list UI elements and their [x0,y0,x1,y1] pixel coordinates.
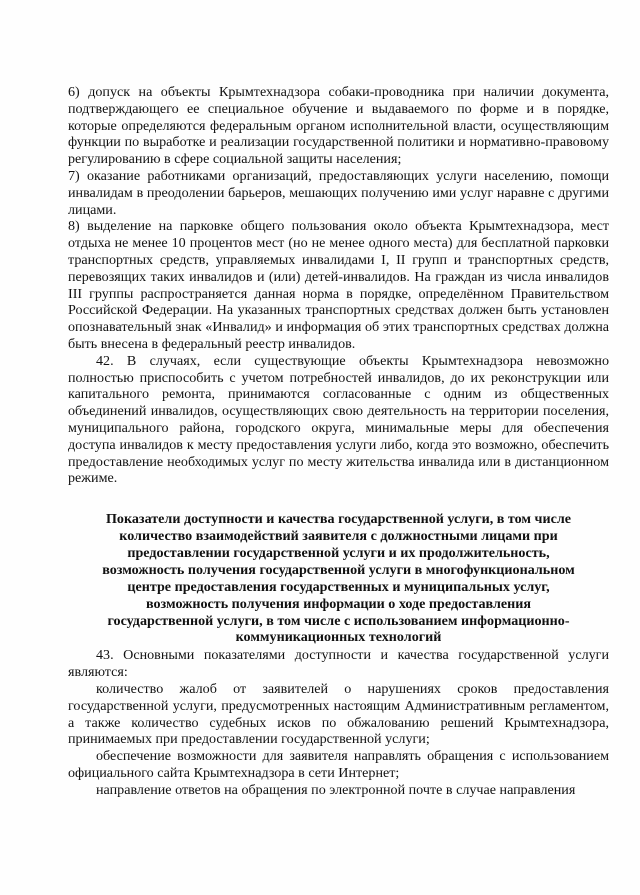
document-body [68,84,609,799]
section-heading: Показатели доступности и качества государственной услуги, в том числе количество взаимодействий заявителя с должностными лицами при предоставлении государственной услуги и их продолжительность, возможность получения государственной услуги в многофункциональном центре предоставления государственных и муниципальных услуг, возможность получения информации о ходе предоставления государственной услуги, в том числе с использованием информационно-коммуникационных технологий [102,511,575,646]
list-item-8: 8) выделение на парковке общего пользования около объекта Крымтехнадзора, мест отдыха не менее 10 процентов мест (но не менее одного места) для бесплатной парковки транспортных средств, управляемых инвалидами I, II групп и транспортных средств, перевозящих таких инвалидов и (или) детей-инвалидов. На граждан из числа инвалидов III группы распространяется данная норма в порядке, определённом Правительством Российской Федерации. На указанных транспортных средствах должен быть установлен опознавательный знак «Инвалид» и информация об этих транспортных средствах должна быть внесена в федеральный реестр инвалидов. [68,218,609,352]
indicator-online-appeals: обеспечение возможности для заявителя направлять обращения с использованием официального сайта Крымтехнадзора в сети Интернет; [68,748,609,781]
indicator-email-responses: направление ответов на обращения по электронной почте в случае направления [96,781,576,798]
paragraph-42: 42. В случаях, если существующие объекты Крымтехнадзора невозможно полностью приспособить с учетом потребностей инвалидов, до их реконструкции или капитального ремонта, принимаются согласованные с одним из общественных объединений инвалидов, осуществляющих свою деятельность на территории поселения, муниципального района, городского округа, минимальные меры для обеспечения доступа инвалидов к месту предоставления услуги либо, когда это возможно, обеспечить предоставление необходимых услуг по месту жительства инвалида или в дистанционном режиме. [68,352,609,487]
list-item-6: 6) допуск на объекты Крымтехнадзора собаки-проводника при наличии документа, подтверждающего ее специальное обучение и выдаваемого по форме и в порядке, которые определяются федеральным органом исполнительной власти, осуществляющим функции по выработке и реализации государственной политики и нормативно-правовому регулированию в сфере социальной защиты населения; [68,84,609,168]
paragraph-43: 43. Основными показателями доступности и качества государственной услуги являются: [68,647,609,681]
indicator-complaints: количество жалоб от заявителей о нарушениях сроков предоставления государственной услуги, предусмотренных настоящим Административным регламентом, а также количество судебных исков по обжалованию решений Крымтехнадзора, принимаемых при предоставлении государственной услуги; [68,680,609,748]
list-item-7: 7) оказание работниками организаций, предоставляющих услуги населению, помощи инвалидам в преодолении барьеров, мешающих получению ими услуг наравне с другими лицами. [68,167,609,218]
